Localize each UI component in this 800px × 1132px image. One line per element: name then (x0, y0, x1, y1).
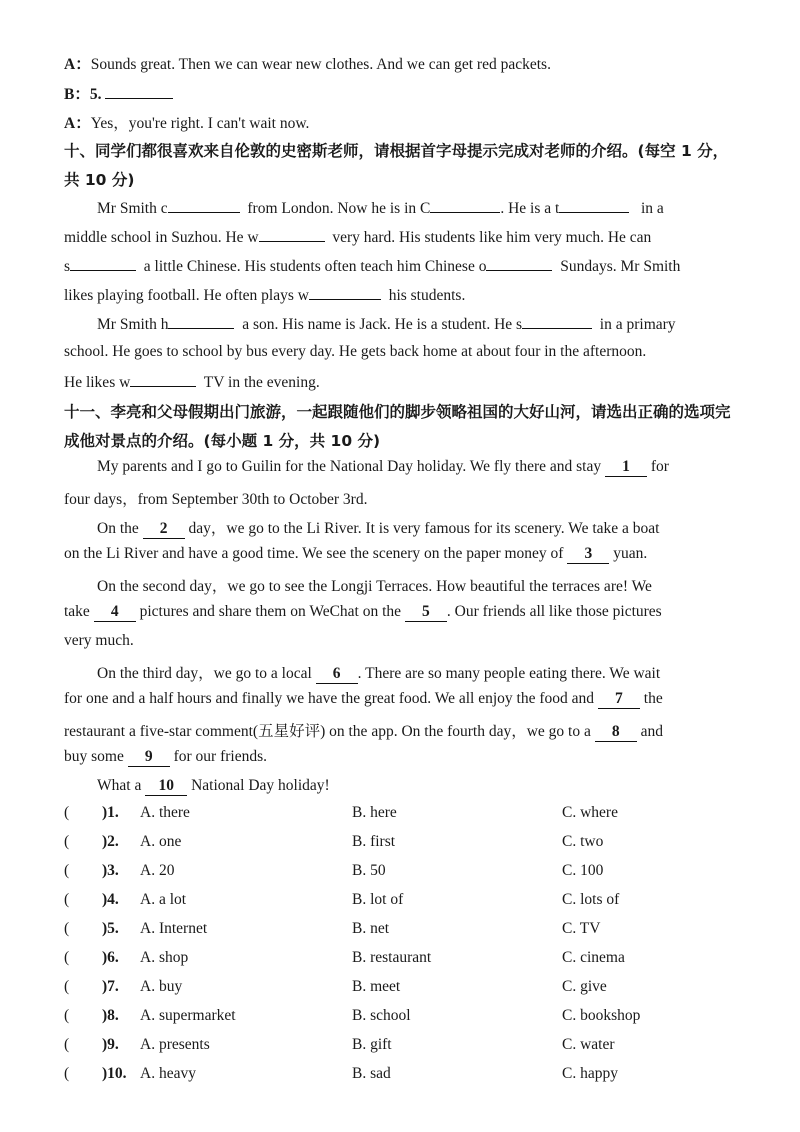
answer-blank[interactable] (130, 372, 196, 387)
option-b[interactable]: B. sad (352, 1065, 391, 1082)
text: the (643, 690, 663, 707)
text: buy some (64, 748, 124, 765)
option-a[interactable]: A. Internet (140, 920, 208, 937)
option-c[interactable]: C. water (562, 1036, 615, 1053)
text: What a (97, 777, 142, 794)
s10-p2-line3 (64, 372, 320, 392)
s11-line9 (64, 690, 663, 709)
option-a[interactable]: A. there (140, 804, 190, 821)
option-a[interactable]: A. shop (140, 949, 189, 966)
option-a[interactable]: A. supermarket (140, 1007, 236, 1024)
option-a[interactable]: A. buy (140, 978, 183, 995)
text: his students. (388, 287, 466, 304)
section-11-heading-line1: 十一、李亮和父母假期出门旅游，一起跟随他们的脚步领略祖国的大好山河，请选出正确的选项完 (64, 403, 731, 421)
s11-line5: On the second day，we go to see the Longji Terraces. How beautiful the terraces are! We (97, 578, 652, 595)
blank-number-5[interactable]: 5 (405, 603, 447, 622)
blank-number-10[interactable]: 10 (145, 777, 187, 796)
blank-number-1[interactable]: 1 (605, 458, 647, 477)
text: pictures and share them on WeChat on the (139, 603, 402, 620)
text: National Day holiday! (191, 777, 330, 794)
s11-line3 (97, 516, 659, 539)
speaker-label: A： (64, 115, 91, 132)
answer-blank[interactable] (168, 314, 234, 329)
question-number: )10. (102, 1065, 127, 1082)
text: a son. His name is Jack. He is a student. He s (242, 316, 523, 333)
text: in a (640, 200, 664, 217)
text: TV in the evening. (203, 374, 320, 391)
answer-paren[interactable]: ( (64, 862, 70, 879)
text: for our friends. (173, 748, 267, 765)
s10-p1-line2 (64, 227, 651, 247)
s11-line7: very much. (64, 632, 134, 649)
answer-blank[interactable] (168, 198, 240, 213)
text: On the third day，we go to a local (97, 665, 312, 682)
text: yuan. (613, 545, 648, 562)
text: s (64, 258, 71, 275)
text: On the (97, 520, 139, 537)
s10-p1-line3 (64, 256, 680, 276)
option-b[interactable]: B. restaurant (352, 949, 432, 966)
text: very hard. His students like him very much. He can (332, 229, 652, 246)
option-c[interactable]: C. cinema (562, 949, 625, 966)
option-b[interactable]: B. net (352, 920, 390, 937)
option-c[interactable]: C. where (562, 804, 618, 821)
text: . There are so many people eating there. We wait (357, 665, 661, 682)
text: on the Li River and have a good time. We see the scenery on the paper money of (64, 545, 564, 562)
section-11-heading-line2: 成他对景点的介绍。(每小题 1 分，共 10 分) (64, 432, 381, 450)
s11-line10 (64, 719, 663, 742)
text: from London. Now he is in C (247, 200, 431, 217)
text: . Our friends all like those pictures (446, 603, 662, 620)
blank-number-4[interactable]: 4 (94, 603, 136, 622)
text: middle school in Suzhou. He w (64, 229, 259, 246)
s10-p2-line1 (97, 314, 676, 334)
s11-line4 (64, 545, 647, 564)
option-c[interactable]: C. happy (562, 1065, 618, 1082)
text: restaurant a five-star comment(五星好评) on the app. On the fourth day，we go to a (64, 723, 591, 740)
speaker-label: A： (64, 56, 91, 73)
blank-number-8[interactable]: 8 (595, 723, 637, 742)
question-number: )7. (102, 978, 119, 995)
dialogue-text: Sounds great. Then we can wear new clothes. And we can get red packets. (90, 56, 551, 73)
speaker-label: B： (64, 86, 90, 103)
text: in a primary (599, 316, 676, 333)
option-c[interactable]: C. give (562, 978, 607, 995)
text: . He is a t (500, 200, 560, 217)
s11-line8 (97, 661, 660, 684)
question-number: )4. (102, 891, 119, 908)
option-c[interactable]: C. two (562, 833, 604, 850)
s11-line2: four days，from September 30th to October 3rd. (64, 491, 368, 508)
dialogue-line-a1 (64, 52, 551, 74)
option-c[interactable]: C. TV (562, 920, 601, 937)
answer-paren[interactable]: ( (64, 949, 70, 966)
text: a little Chinese. His students often teach him Chinese o (143, 258, 487, 275)
option-a[interactable]: A. one (140, 833, 182, 850)
blank-number-9[interactable]: 9 (128, 748, 170, 767)
blank-number-2[interactable]: 2 (143, 520, 185, 539)
question-number: )1. (102, 804, 119, 821)
answer-paren[interactable]: ( (64, 1007, 70, 1024)
option-c[interactable]: C. 100 (562, 862, 604, 879)
s11-line12 (97, 777, 330, 796)
answer-blank[interactable] (70, 256, 136, 271)
option-a[interactable]: A. heavy (140, 1065, 196, 1082)
option-a[interactable]: A. 20 (140, 862, 175, 879)
text: My parents and I go to Guilin for the National Day holiday. We fly there and stay (97, 458, 602, 475)
s10-p1-line1 (97, 198, 664, 218)
answer-blank[interactable] (522, 314, 592, 329)
s10-p2-line2: school. He goes to school by bus every day. He gets back home at about four in the afternoon. (64, 343, 647, 360)
answer-paren[interactable]: ( (64, 804, 70, 821)
dialogue-line-b (64, 82, 173, 104)
option-b[interactable]: B. lot of (352, 891, 404, 908)
text: take (64, 603, 90, 620)
question-number: )9. (102, 1036, 119, 1053)
question-number: )6. (102, 949, 119, 966)
answer-blank[interactable] (430, 198, 500, 213)
s11-line1 (97, 458, 669, 477)
option-a[interactable]: A. presents (140, 1036, 210, 1053)
answer-paren[interactable]: ( (64, 1065, 70, 1082)
text: Mr Smith h (97, 316, 169, 333)
option-b[interactable]: B. meet (352, 978, 401, 995)
answer-paren[interactable]: ( (64, 978, 70, 995)
text: likes playing football. He often plays w (64, 287, 309, 304)
dialogue-text: Yes，you're right. I can't wait now. (90, 115, 310, 132)
answer-blank[interactable] (309, 285, 381, 300)
answer-paren[interactable]: ( (64, 920, 70, 937)
s11-line11 (64, 748, 267, 767)
question-number: 5. (89, 86, 102, 103)
text: and (640, 723, 663, 740)
answer-paren[interactable]: ( (64, 833, 70, 850)
option-b[interactable]: B. here (352, 804, 397, 821)
blank-number-3[interactable]: 3 (567, 545, 609, 564)
answer-blank[interactable] (259, 227, 325, 242)
option-c[interactable]: C. lots of (562, 891, 620, 908)
text: He likes w (64, 374, 131, 391)
option-b[interactable]: B. school (352, 1007, 411, 1024)
s10-p1-line4 (64, 285, 465, 305)
dialogue-line-a2 (64, 111, 309, 133)
text: for one and a half hours and finally we have the great food. We all enjoy the food and (64, 690, 595, 707)
text: Sundays. Mr Smith (560, 258, 681, 275)
option-a[interactable]: A. a lot (140, 891, 187, 908)
option-b[interactable]: B. gift (352, 1036, 392, 1053)
section-10-heading-line2: 共 10 分) (64, 171, 135, 189)
option-b[interactable]: B. first (352, 833, 396, 850)
question-number: )3. (102, 862, 119, 879)
answer-blank[interactable] (105, 84, 173, 99)
text: Mr Smith c (97, 200, 168, 217)
option-b[interactable]: B. 50 (352, 862, 386, 879)
question-number: )8. (102, 1007, 119, 1024)
text: day，we go to the Li River. It is very famous for its scenery. We take a boat (188, 520, 660, 537)
answer-blank[interactable] (486, 256, 552, 271)
answer-blank[interactable] (559, 198, 629, 213)
question-number: )5. (102, 920, 119, 937)
section-10-heading-line1: 十、同学们都很喜欢来自伦敦的史密斯老师，请根据首字母提示完成对老师的介绍。(每空 1 分， (64, 142, 729, 160)
question-number: )2. (102, 833, 119, 850)
text: for (650, 458, 669, 475)
option-c[interactable]: C. bookshop (562, 1007, 641, 1024)
blank-number-7[interactable]: 7 (598, 690, 640, 709)
answer-paren[interactable]: ( (64, 891, 70, 908)
s11-line6 (64, 603, 662, 622)
answer-paren[interactable]: ( (64, 1036, 70, 1053)
blank-number-6[interactable]: 6 (316, 665, 358, 684)
